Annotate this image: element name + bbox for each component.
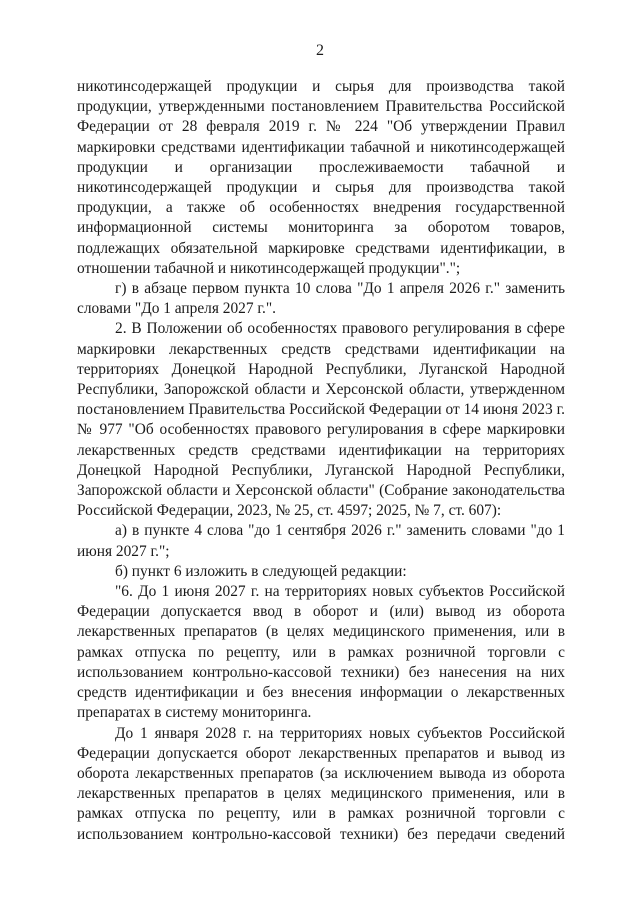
paragraph-7: До 1 января 2028 г. на территориях новых субъектов Российской Федерации допускается оборот лекарственных препаратов и вывод из оборота лекарственных препаратов (за исключением вывода из оборота лекарственных препаратов в целях медицинского применения, или в рамках отпуска по рецепту, или в рамках розничной торговли с использованием контрольно-кассовой техники) без передачи сведений [77, 724, 565, 843]
paragraph-5: б) пункт 6 изложить в следующей редакции: [115, 562, 407, 580]
document-body [77, 77, 565, 845]
paragraph-4: а) в пункте 4 слова "до 1 сентября 2026 г." заменить словами "до 1 июня 2027 г."; [77, 522, 565, 560]
paragraph-6: "6. До 1 июня 2027 г. на территориях новых субъектов Российской Федерации допускается ввод в оборот и (или) вывод из оборота лекарственных препаратов (в целях медицинского применения, или в рамках отпуска по рецепту, или в рамках розничной торговли с использованием контрольно-кассовой техники) без нанесения на них средств идентификации и без внесения информации о лекарственных препаратах в систему мониторинга. [77, 583, 565, 722]
paragraph-1: никотинсодержащей продукции и сырья для производства такой продукции, утвержденными постановлением Правительства Российской Федерации от 28 февраля 2019 г. № 224 "Об утверждении Правил маркировки средствами идентификации табачной и никотинсодержащей продукции и организации прослеживаемости табачной и никотинсодержащей продукции и сырья для производства такой продукции, а также об особенностях внедрения государственной информационной системы мониторинга за оборотом товаров, подлежащих обязательной маркировке средствами идентификации, в отношении табачной и никотинсодержащей продукции"."; [77, 78, 565, 277]
paragraph-3: 2. В Положении об особенностях правового регулирования в сфере маркировки лекарственных средств средствами идентификации на территориях Донецкой Народной Республики, Луганской Народной Республики, Запорожской области и Херсонской области, утвержденном постановлением Правительства Российской Федерации от 14 июня 2023 г. № 977 "Об особенностях правового регулирования в сфере маркировки лекарственных средств средствами идентификации на территориях Донецкой Народной Республики, Луганской Народной Республики, Запорожской области и Херсонской области" (Собрание законодательства Российской Федерации, 2023, № 25, ст. 4597; 2025, № 7, ст. 607): [77, 320, 565, 520]
paragraph-2: г) в абзаце первом пункта 10 слова "До 1 апреля 2026 г." заменить словами "До 1 апреля 2027 г.". [77, 280, 565, 318]
page-number: 2 [316, 42, 324, 59]
